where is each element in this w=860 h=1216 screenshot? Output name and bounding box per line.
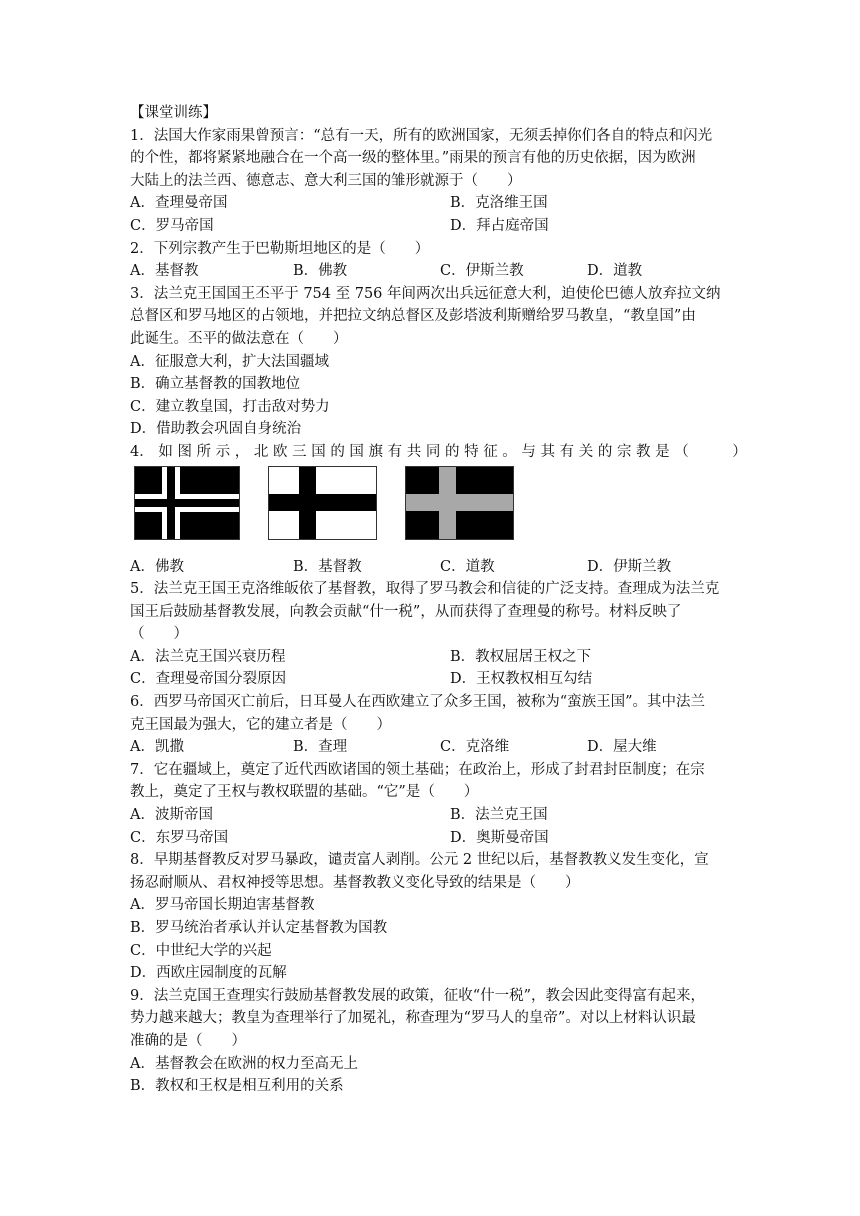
question-7	[130, 759, 730, 849]
options-row	[130, 736, 730, 759]
question-6	[130, 691, 730, 759]
options-row	[130, 556, 730, 579]
options-row	[130, 668, 730, 691]
question-text: 总督区和罗马地区的占领地，并把拉文纳总督区及彭塔波利斯赠给罗马教皇，“教皇国”由	[130, 308, 696, 325]
question-text: 9．法兰克国王查理实行鼓励基督教发展的政策，征收“什一税”，教会因此变得富有起来，	[130, 987, 706, 1004]
option-d[interactable]: D．王权教权相互勾结	[450, 671, 593, 688]
question-8	[130, 849, 730, 985]
question-text: 此诞生。丕平的做法意在（ ）	[130, 330, 348, 347]
option-c[interactable]: C．道教	[440, 558, 495, 575]
option-b[interactable]: B．法兰克王国	[450, 807, 548, 824]
options-row	[130, 827, 730, 850]
sweden-flag-image	[405, 466, 514, 540]
section-title: 【课堂训练】	[130, 105, 217, 121]
question-text: （ ）	[130, 626, 188, 643]
question-text: 8．早期基督教反对罗马暴政，谴责富人剥削。公元 2 世纪以后，基督教教义发生变化，宣	[130, 852, 709, 869]
option-b[interactable]: B．确立基督教的国教地位	[130, 376, 301, 393]
option-b[interactable]: B．佛教	[293, 263, 348, 280]
option-d[interactable]: D．屋大维	[587, 739, 657, 756]
options-row	[130, 804, 730, 827]
question-text: 教上，奠定了王权与教权联盟的基础。“它”是（ ）	[130, 784, 479, 801]
option-b[interactable]: B．教权和王权是相互利用的关系	[130, 1078, 344, 1095]
option-a[interactable]: A．法兰克王国兴衰历程	[130, 648, 286, 665]
question-text: 准确的是（ ）	[130, 1032, 246, 1049]
question-text: 3．法兰克王国国王丕平于 754 至 756 年间两次出兵远征意大利，迫使伦巴德人放弃拉文纳	[130, 285, 721, 302]
question-2	[130, 238, 730, 283]
option-a[interactable]: A．基督教会在欧洲的权力至高无上	[130, 1055, 358, 1072]
option-d[interactable]: D．借助教会巩固自身统治	[130, 421, 302, 438]
flags-figure	[130, 466, 730, 556]
option-a[interactable]: A．罗马帝国长期迫害基督教	[130, 897, 315, 914]
option-d[interactable]: D．奥斯曼帝国	[450, 829, 549, 846]
question-text: 5．法兰克王国王克洛维皈依了基督教，取得了罗马教会和信徒的广泛支持。查理成为法兰克	[130, 581, 720, 598]
option-c[interactable]: C．查理曼帝国分裂原因	[130, 671, 287, 688]
question-text: 1．法国大作家雨果曾预言：“总有一天，所有的欧洲国家，无须丢掉你们各自的特点和闪光	[130, 127, 713, 144]
question-text: 克王国最为强大，它的建立者是（ ）	[130, 716, 391, 733]
option-c[interactable]: C．克洛维	[440, 739, 510, 756]
options-row	[130, 192, 730, 215]
option-a[interactable]: A．基督教	[130, 263, 199, 280]
question-text: 的个性，都将紧紧地融合在一个高一级的整体里。”雨果的预言有他的历史依据，因为欧洲	[130, 150, 696, 167]
question-5	[130, 578, 730, 691]
option-a[interactable]: A．凯撒	[130, 739, 184, 756]
question-9	[130, 985, 730, 1098]
option-d[interactable]: D．西欧庄园制度的瓦解	[130, 965, 287, 982]
option-b[interactable]: B．教权屈居王权之下	[450, 648, 592, 665]
question-text: 扬忍耐顺从、君权神授等思想。基督教教义变化导致的结果是（ ）	[130, 874, 580, 891]
question-3	[130, 283, 730, 441]
option-c[interactable]: C．中世纪大学的兴起	[130, 942, 272, 959]
option-a[interactable]: A．波斯帝国	[130, 807, 213, 824]
options-row	[130, 215, 730, 238]
question-text: 势力越来越大；教皇为查理举行了加冕礼，称查理为“罗马人的皇帝”。对以上材料认识最	[130, 1010, 696, 1027]
question-4	[130, 441, 747, 578]
option-a[interactable]: A．查理曼帝国	[130, 195, 228, 212]
option-a[interactable]: A．佛教	[130, 558, 184, 575]
option-d[interactable]: D．拜占庭帝国	[450, 217, 549, 234]
question-text: 6．西罗马帝国灭亡前后，日耳曼人在西欧建立了众多王国，被称为“蛮族王国”。其中法兰	[130, 694, 706, 711]
options-row	[130, 646, 730, 669]
option-c[interactable]: C．建立教皇国，打击敌对势力	[130, 398, 330, 415]
options-row	[130, 260, 730, 283]
norway-flag-image	[134, 466, 240, 540]
question-text: 国王后鼓励基督教发展，向教会贡献“什一税”，从而获得了查理曼的称号。材料反映了	[130, 603, 682, 620]
option-a[interactable]: A．征服意大利，扩大法国疆域	[130, 353, 329, 370]
option-c[interactable]: C．罗马帝国	[130, 217, 214, 234]
option-b[interactable]: B．罗马统治者承认并认定基督教为国教	[130, 920, 388, 936]
question-text: 大陆上的法兰西、德意志、意大利三国的雏形就源于（ ）	[130, 172, 522, 189]
option-c[interactable]: C．伊斯兰教	[440, 263, 524, 280]
worksheet	[130, 102, 747, 1098]
question-1	[130, 125, 730, 238]
finland-flag-image	[268, 466, 377, 540]
option-c[interactable]: C．东罗马帝国	[130, 829, 229, 846]
question-text: 4． 如 图 所 示 ， 北 欧 三 国 的 国 旗 有 共 同 的 特 征 。 与 其 有 关 的 宗 教 是 （ ）	[130, 443, 747, 460]
option-b[interactable]: B．基督教	[293, 558, 362, 575]
option-b[interactable]: B．克洛维王国	[450, 195, 548, 212]
option-d[interactable]: D．道教	[587, 263, 643, 280]
option-d[interactable]: D．伊斯兰教	[587, 558, 672, 575]
question-text: 7．它在疆域上，奠定了近代西欧诸国的领土基础；在政治上，形成了封君封臣制度；在宗	[130, 761, 705, 778]
question-text: 2．下列宗教产生于巴勒斯坦地区的是（ ）	[130, 240, 430, 257]
option-b[interactable]: B．查理	[293, 739, 348, 756]
